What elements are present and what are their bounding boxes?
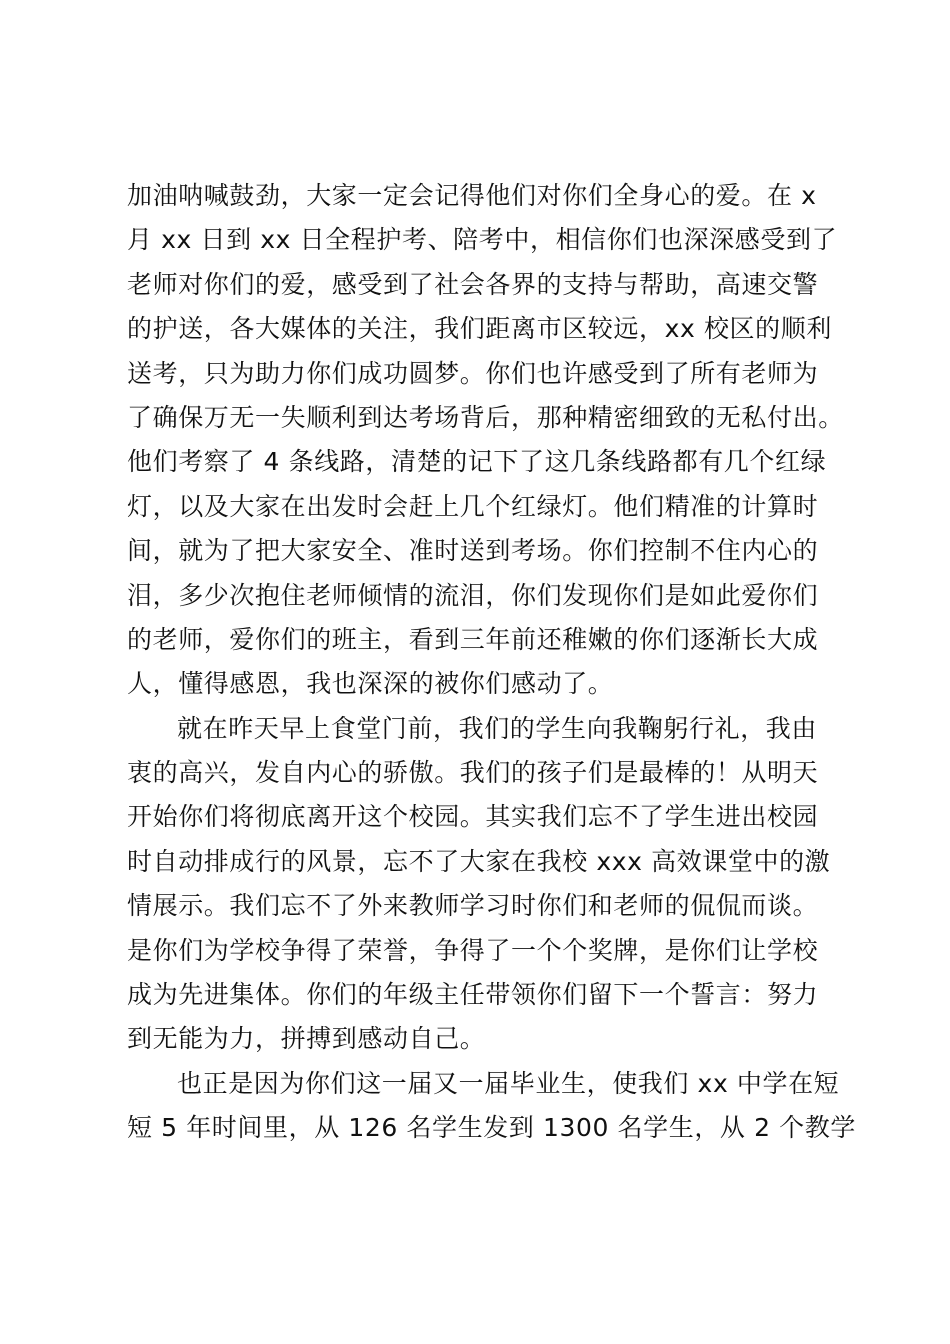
text-line: 时自动排成行的风景，忘不了大家在我校 xxx 高效课堂中的激: [127, 846, 831, 876]
text-line: 送考，只为助力你们成功圆梦。你们也许感受到了所有老师为: [127, 358, 819, 388]
text-line: 衷的高兴，发自内心的骄傲。我们的孩子们是最棒的！从明天: [127, 758, 819, 788]
text-line: 到无能为力，拼搏到感动自己。: [127, 1024, 486, 1054]
text-line: 是你们为学校争得了荣誉，争得了一个个奖牌，是你们让学校: [127, 935, 819, 965]
text-line: 成为先进集体。你们的年级主任带领你们留下一个誓言：努力: [127, 980, 819, 1010]
text-line: 短 5 年时间里，从 126 名学生发到 1300 名学生，从 2 个教学: [127, 1113, 856, 1143]
text-line: 灯，以及大家在出发时会赶上几个红绿灯。他们精准的计算时: [127, 491, 819, 521]
text-line: 人，懂得感恩，我也深深的被你们感动了。: [127, 669, 614, 699]
text-line: 情展示。我们忘不了外来教师学习时你们和老师的侃侃而谈。: [127, 891, 819, 921]
text-line: 加油呐喊鼓劲，大家一定会记得他们对你们全身心的爱。在 x: [127, 181, 817, 210]
text-line: 了确保万无一失顺利到达考场背后，那种精密细致的无私付出。: [127, 402, 844, 432]
text-line: 泪，多少次抱住老师倾情的流泪，你们发现你们是如此爱你们: [127, 580, 819, 610]
text-line: 间，就为了把大家安全、准时送到考场。你们控制不住内心的: [127, 536, 819, 566]
text-line: 他们考察了 4 条线路，清楚的记下了这几条线路都有几个红绿: [127, 447, 827, 477]
text-line: 开始你们将彻底离开这个校园。其实我们忘不了学生进出校园: [127, 802, 819, 832]
body-text: [127, 174, 856, 1151]
text-line: 的老师，爱你们的班主，看到三年前还稚嫩的你们逐渐长大成: [127, 624, 819, 654]
text-line: 的护送，各大媒体的关注，我们距离市区较远，xx 校区的顺利: [127, 314, 832, 344]
paragraph-first-line: 就在昨天早上食堂门前，我们的学生向我鞠躬行礼，我由: [177, 713, 818, 743]
text-line: 老师对你们的爱，感受到了社会各界的支持与帮助，高速交警: [127, 269, 819, 299]
text-line: 月 xx 日到 xx 日全程护考、陪考中，相信你们也深深感受到了: [127, 225, 838, 255]
paragraph-first-line: 也正是因为你们这一届又一届毕业生，使我们 xx 中学在短: [177, 1068, 840, 1098]
